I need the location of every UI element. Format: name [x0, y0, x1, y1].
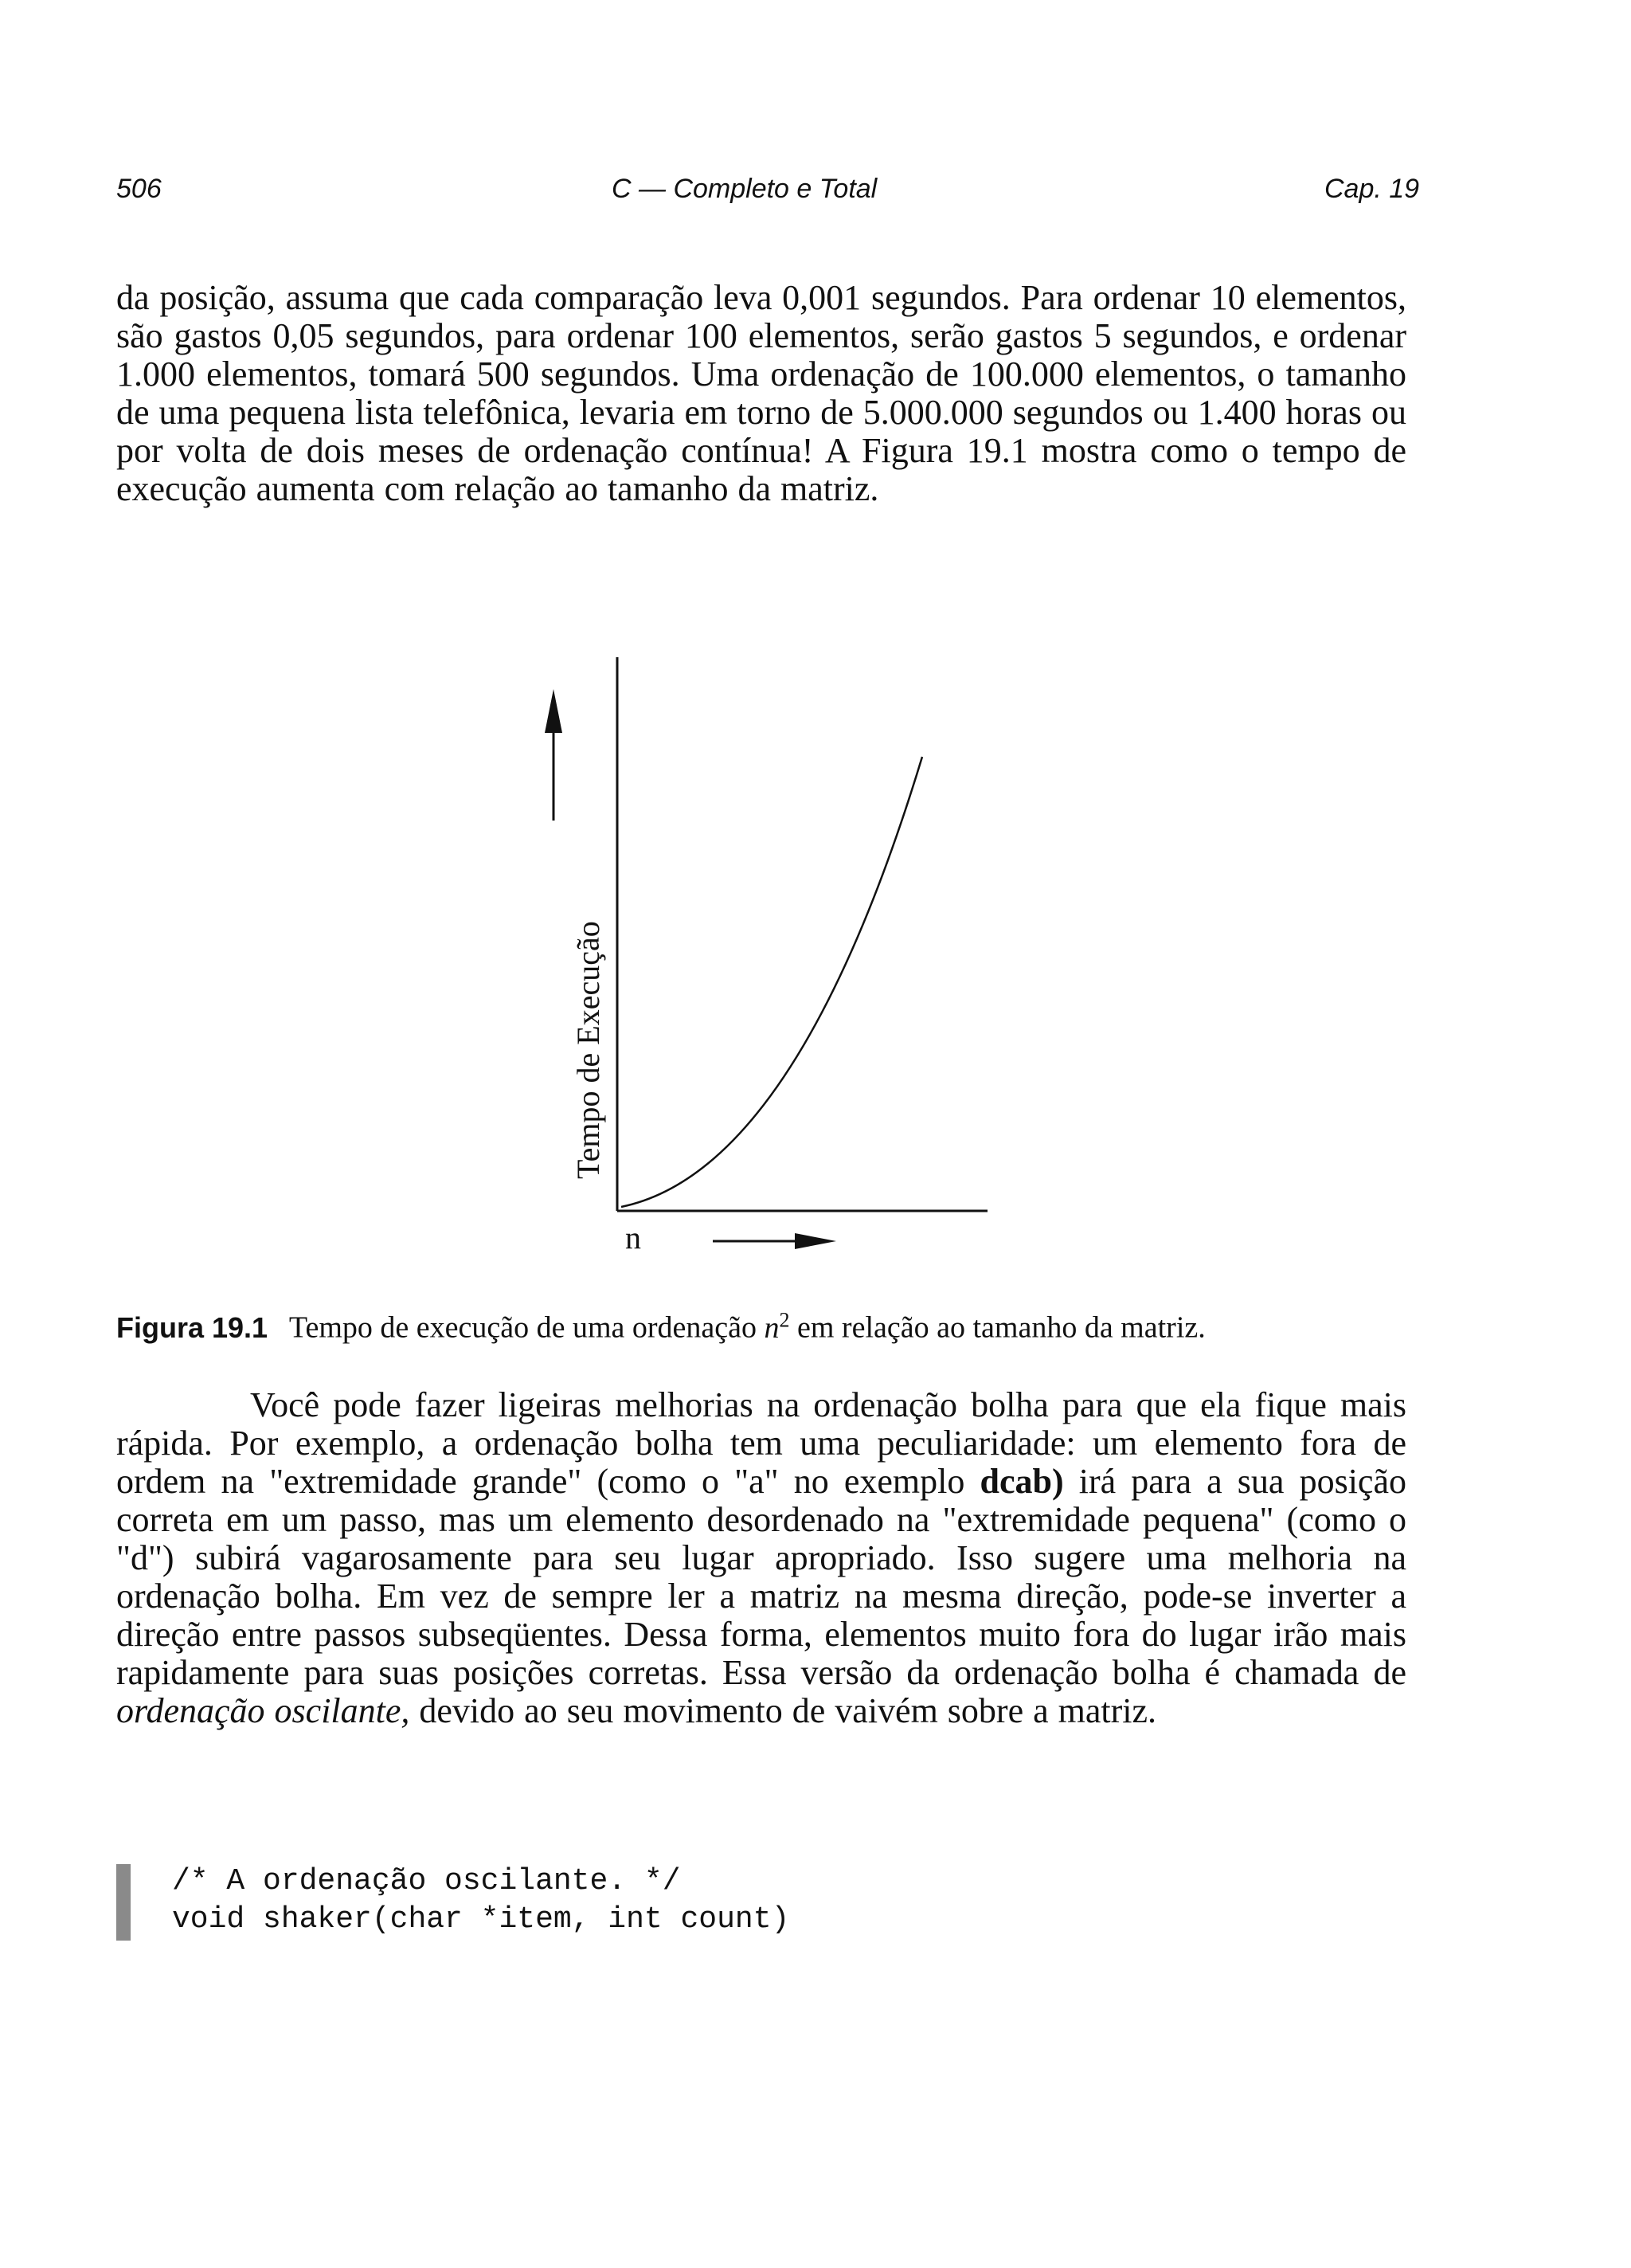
x-arrow-head — [795, 1233, 836, 1249]
caption-text-after: em relação ao tamanho da matriz. — [797, 1310, 1206, 1345]
running-head — [0, 174, 1631, 221]
paragraph2-bold: dcab) — [980, 1462, 1064, 1501]
quadratic-curve — [621, 757, 922, 1207]
y-axis-label: Tempo de Execução — [570, 921, 606, 1179]
paragraph2-part2: irá para a sua posição correta em um passo, mas um elemento desordenado na "extremidade pequena" (como o "d") subirá vagarosamente para seu lugar apropriado. Isso sugere uma melhoria na ordenação bolha. Em vez de sempre ler a matriz na mesma direção, pode-se inverter a direção entre passos subseqüentes. Dessa forma, elementos muito fora do lugar irão mais rapidamente para suas posições corretas. Essa versão da ordenação bolha é chamada de — [116, 1462, 1406, 1692]
code-marker-bar — [116, 1864, 131, 1941]
paragraph-intro: da posição, assuma que cada comparação leva 0,001 segundos. Para ordenar 10 elementos, são gastos 0,05 segundos, para ordenar 100 elementos, serão gastos 5 segundos, e ordenar 1.000 elementos, tomará 500 segundos. Uma ordenação de 100.000 elementos, o tamanho de uma pequena lista telefônica, levaria em torno de 5.000.000 segundos ou 1.400 horas ou por volta de dois meses de ordenação contínua! A Figura 19.1 mostra como o tempo de execução aumenta com relação ao tamanho da matriz. — [116, 278, 1406, 508]
x-axis-label: n — [625, 1220, 641, 1255]
paragraph2-italic: ordenação oscilante, — [116, 1691, 410, 1730]
figure-runtime-curve — [510, 653, 1019, 1283]
caption-math-exp: 2 — [779, 1308, 790, 1331]
code-line-comment: /* A ordenação oscilante. */ — [172, 1864, 681, 1898]
paragraph2-part1: Você pode fazer ligeiras melhorias na ordenação bolha para que ela fique mais rápida. Por exemplo, a ordenação bolha tem uma peculiaridade: um elemento fora de ordem na "extremidade grande" (como o "a" no exemplo — [116, 1385, 1406, 1501]
code-block — [116, 1864, 1311, 1944]
figure-caption — [116, 1308, 1422, 1346]
paragraph-shaker-sort — [116, 1386, 1406, 1730]
book-title: C — Completo e Total — [612, 174, 878, 204]
paragraph2-part3: devido ao seu movimento de vaivém sobre a matriz. — [409, 1691, 1157, 1730]
code-line-signature: void shaker(char *item, int count) — [172, 1902, 790, 1937]
caption-math-var: n — [764, 1310, 780, 1345]
caption-text-before: Tempo de execução de uma ordenação — [288, 1310, 757, 1345]
chapter-label: Cap. 19 — [1324, 174, 1420, 204]
y-arrow-head — [545, 689, 562, 733]
page-number: 506 — [116, 174, 162, 204]
caption-label: Figura 19.1 — [116, 1310, 268, 1344]
caption-math — [764, 1308, 790, 1345]
